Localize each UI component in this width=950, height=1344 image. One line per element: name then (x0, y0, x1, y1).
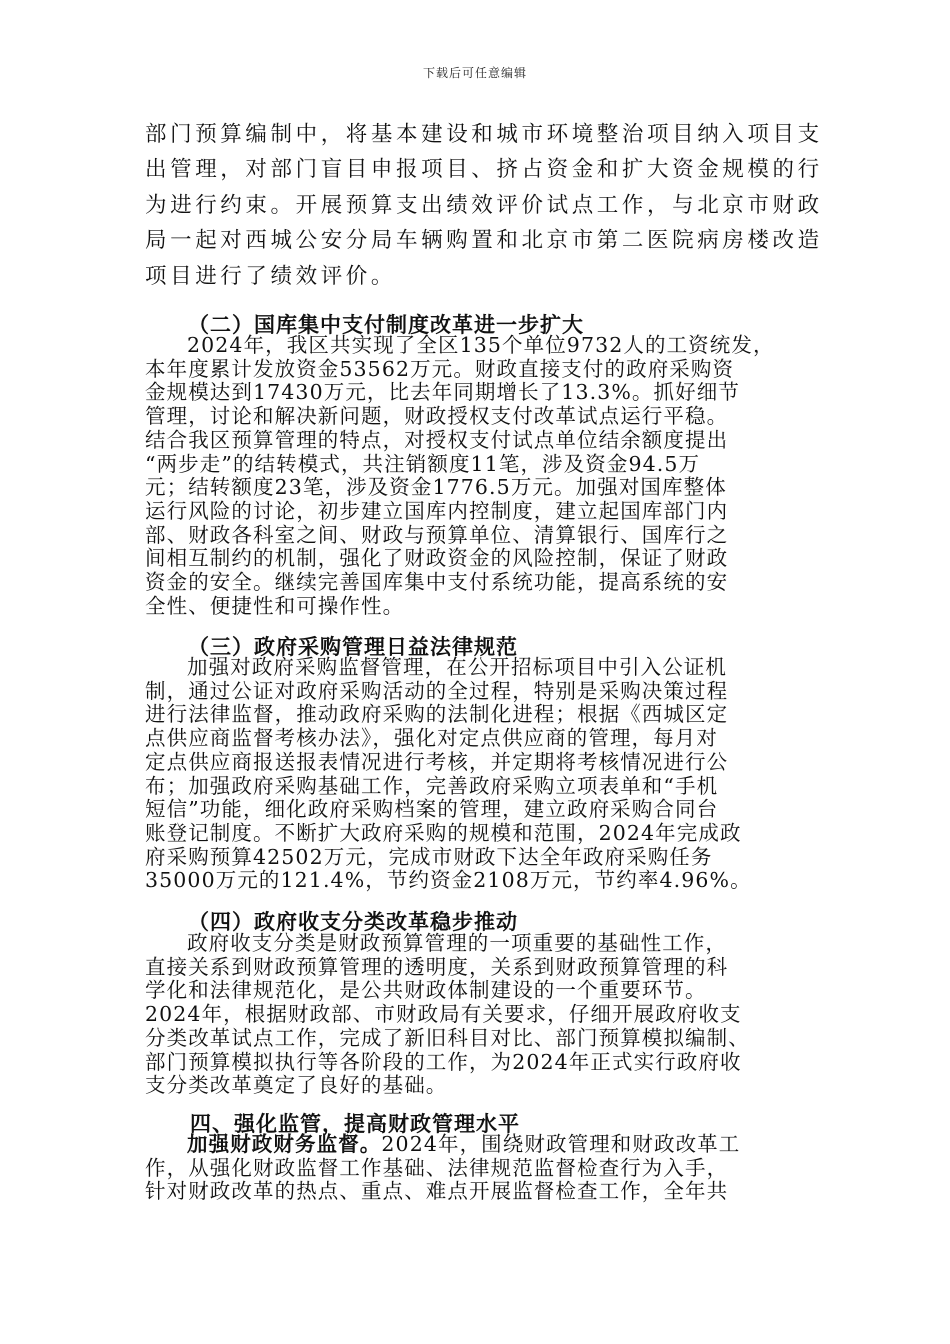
text-line: “两步走”的结转模式，共注销额度11笔，涉及资金94.5万 (145, 451, 701, 476)
text-line: 府采购预算42502万元，完成市财政下达全年政府采购任务 (145, 844, 713, 869)
text-line: 短信”功能，细化政府采购档案的管理，建立政府采购合同台 (145, 797, 719, 822)
text-line: 作，从强化财政监督工作基础、法律规范监督检查行为入手， (145, 1155, 729, 1180)
text-line: 局一起对西城公安分局车辆购置和北京市第二医院病房楼改造 (145, 228, 823, 254)
intro-paragraph (145, 117, 823, 294)
text-line: 金规模达到17430万元，比去年同期增长了13.3%。抓好细节 (145, 380, 740, 405)
lead-phrase: 加强财政财务监督。 (187, 1132, 382, 1156)
text-line (145, 1133, 810, 1157)
section-heading-classification: （四）政府收支分类改革稳步推动 (188, 910, 518, 934)
text-line: 分类改革试点工作，完成了新旧科目对比、部门预算模拟编制、 (145, 1025, 750, 1050)
text-line: 出管理，对部门盲目申报项目、挤占资金和扩大资金规模的行 (145, 157, 823, 183)
text-line: 部、财政各科室之间、财政与预算单位、清算银行、国库行之 (145, 522, 729, 547)
text-line: 账登记制度。不断扩大政府采购的规模和范围，2024年完成政 (145, 820, 742, 845)
text-line: 布；加强政府采购基础工作，完善政府采购立项表单和“手机 (145, 773, 719, 798)
text-line: 进行法律监督，推动政府采购的法制化进程；根据《西城区定 (145, 702, 729, 727)
text-line: 为进行约束。开展预算支出绩效评价试点工作，与北京市财政 (145, 192, 823, 218)
section-heading-treasury: （二）国库集中支付制度改革进一步扩大 (188, 313, 584, 337)
text-line: 间相互制约的机制，强化了财政资金的风险控制，保证了财政 (145, 546, 729, 571)
text-line: 结合我区预算管理的特点，对授权支付试点单位结余额度提出 (145, 427, 729, 452)
text-line: 支分类改革奠定了良好的基础。 (145, 1073, 448, 1098)
section-heading-supervision: 四、强化监管，提高财政管理水平 (190, 1112, 520, 1136)
text-line: 2024年，我区共实现了全区135个单位9732人的工资统发， (187, 333, 775, 357)
page-header: 下载后可任意编辑 (422, 66, 527, 80)
text-line: 全性、便捷性和可操作性。 (145, 593, 405, 618)
text-line: 资金的安全。继续完善国库集中支付系统功能，提高系统的安 (145, 570, 729, 595)
text-line: 部门预算编制中，将基本建设和城市环境整治项目纳入项目支 (145, 122, 823, 147)
text-line: 直接关系到财政预算管理的透明度，关系到财政预算管理的科 (145, 954, 729, 979)
classification-paragraph (145, 932, 810, 1098)
text-line: 政府收支分类是财政预算管理的一项重要的基础性工作， (187, 931, 727, 955)
section-heading-procurement: （三）政府采购管理日益法律规范 (188, 635, 518, 659)
text-line: 运行风险的讨论，初步建立国库内控制度，建立起国库部门内 (145, 498, 729, 523)
supervision-paragraph (145, 1133, 810, 1204)
text-line: 本年度累计发放资金53562万元。财政直接支付的政府采购资 (145, 356, 735, 381)
text-line: 定点供应商报送报表情况进行考核，并定期将考核情况进行公 (145, 749, 729, 774)
text-line: 点供应商监督考核办法》，强化对定点供应商的管理，每月对 (145, 726, 718, 751)
treasury-paragraph (145, 334, 810, 618)
text-line: 针对财政改革的热点、重点、难点开展监督检查工作，全年共 (145, 1179, 729, 1204)
text-line: 部门预算模拟执行等各阶段的工作，为2024年正式实行政府收 (145, 1049, 742, 1074)
text-line: 2024年，根据财政部、市财政局有关要求，仔细开展政府收支 (145, 1002, 742, 1027)
text-line: 项目进行了绩效评价。 (145, 263, 397, 289)
text-line: 制，通过公证对政府采购活动的全过程，特别是采购决策过程 (145, 678, 729, 703)
text-line: 学化和法律规范化，是公共财政体制建设的一个重要环节。 (145, 978, 707, 1003)
text-line: 35000万元的121.4%，节约资金2108万元，节约率4.96%。 (145, 868, 752, 893)
text-line: 加强对政府采购监督管理，在公开招标项目中引入公证机 (187, 655, 727, 679)
lead-rest: 2024年，围绕财政管理和财政改革工 (381, 1132, 741, 1156)
text-line: 元；结转额度23笔，涉及资金1776.5万元。加强对国库整体 (145, 475, 727, 500)
text-line: 管理，讨论和解决新问题，财政授权支付改革试点运行平稳。 (145, 404, 729, 429)
procurement-paragraph (145, 656, 810, 893)
